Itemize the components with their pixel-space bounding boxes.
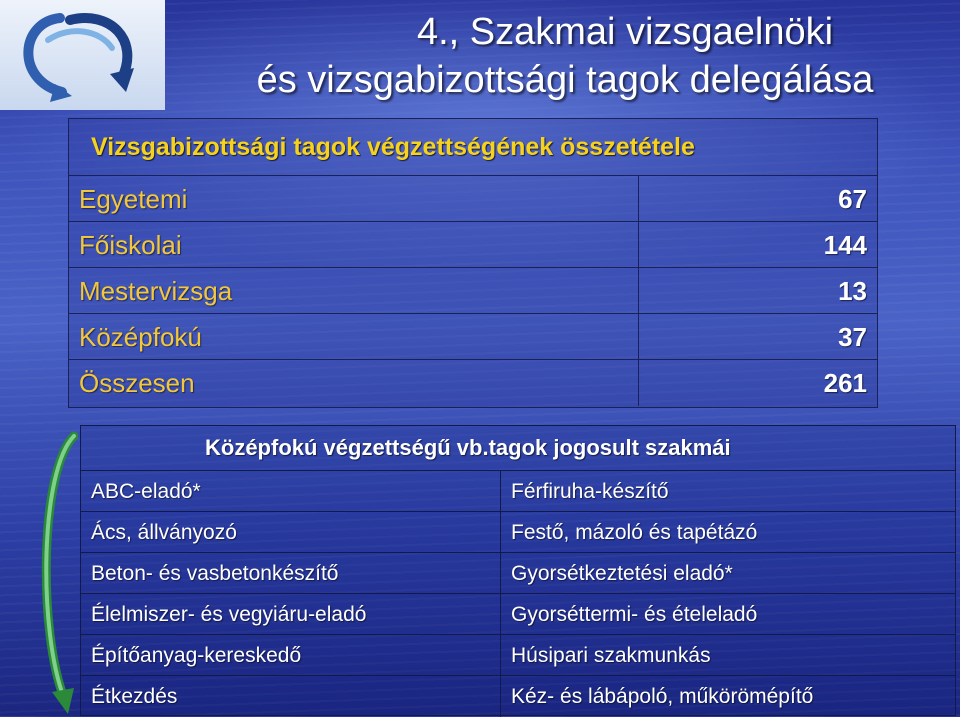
table-row [81,676,955,717]
slide-title-line-1: 4., Szakmai vizsgaelnöki [416,11,834,53]
trade-cell-left: Élelmiszer- és vegyiáru-eladó [81,594,501,634]
trades-table [80,425,956,716]
table-row [81,594,955,635]
composition-total-row [69,360,877,406]
curved-arrow-icon [34,430,78,716]
trade-cell-left: Építőanyag-kereskedő [81,635,501,675]
composition-row [69,268,877,314]
trade-cell-right: Húsipari szakmunkás [511,644,711,667]
trade-cell-right: Festő, mázoló és tapétázó [511,521,758,544]
slide-title-line-2: és vizsgabizottsági tagok delegálása [256,59,874,101]
composition-row-value: 67 [838,184,867,214]
composition-row-label: Összesen [69,360,639,406]
table-row [81,471,955,512]
composition-table-heading: Vizsgabizottsági tagok végzettségének összetétele [69,119,877,176]
composition-row-label: Egyetemi [69,176,639,221]
composition-row-value: 261 [823,368,867,398]
trade-cell-left: Beton- és vasbetonkészítő [81,553,501,593]
trade-cell-right: Férfiruha-készítő [511,480,669,503]
composition-row-value: 13 [838,276,867,306]
slide-title [180,8,950,104]
composition-row [69,176,877,222]
circular-arrows-logo-icon [0,0,165,110]
trade-cell-right: Gyorsétkeztetési eladó* [511,562,733,585]
composition-row [69,222,877,268]
composition-row-label: Mestervizsga [69,268,639,313]
table-row [81,635,955,676]
composition-row-value: 144 [823,230,867,260]
logo [0,0,165,110]
trade-cell-left: ABC-eladó* [81,471,501,511]
table-row [81,553,955,594]
table-row [81,512,955,553]
trade-cell-left: Ács, állványozó [81,512,501,552]
trade-cell-right: Kéz- és lábápoló, műkörömépítő [511,685,814,708]
composition-row [69,314,877,360]
composition-row-value: 37 [838,322,867,352]
composition-table [68,118,878,408]
composition-row-label: Főiskolai [69,222,639,267]
trade-cell-left: Étkezdés [81,676,501,717]
trade-cell-right: Gyorséttermi- és ételeladó [511,603,758,626]
trades-table-heading: Középfokú végzettségű vb.tagok jogosult szakmái [81,426,955,471]
composition-row-label: Középfokú [69,314,639,359]
